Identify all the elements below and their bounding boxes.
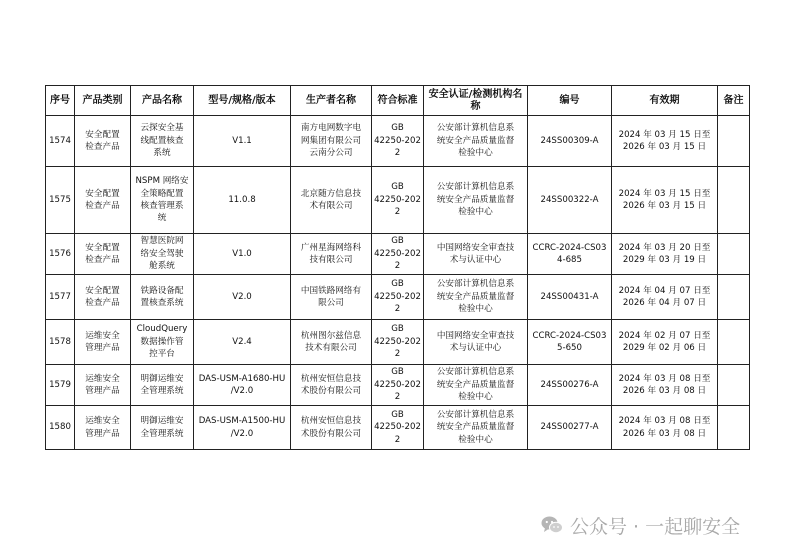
cell-producer: 广州星海网络科 技有限公司 <box>291 234 372 275</box>
cell-category: 运维安全 管理产品 <box>75 320 131 365</box>
cell-number: 24SS00431-A <box>528 275 612 320</box>
cell-name: 云探安全基 线配置核查 系统 <box>131 116 194 167</box>
cell-name: 明御运维安 全管理系统 <box>131 365 194 406</box>
cell-category: 安全配置 检查产品 <box>75 234 131 275</box>
table-row <box>46 320 750 365</box>
cell-agency: 公安部计算机信息系 统安全产品质量监督 检验中心 <box>424 406 528 450</box>
cell-number: 24SS00309-A <box>528 116 612 167</box>
cell-standard: GB 42250-202 2 <box>372 365 424 406</box>
cell-note <box>718 275 750 320</box>
cell-standard: GB 42250-202 2 <box>372 275 424 320</box>
cell-validity: 2024 年 03 月 15 日至 2026 年 03 月 15 日 <box>612 167 718 234</box>
cell-category: 运维安全 管理产品 <box>75 406 131 450</box>
cell-seq: 1575 <box>46 167 75 234</box>
cell-agency: 公安部计算机信息系 统安全产品质量监督 检验中心 <box>424 116 528 167</box>
cell-agency: 公安部计算机信息系 统安全产品质量监督 检验中心 <box>424 167 528 234</box>
wechat-icon <box>540 513 564 537</box>
cell-model: DAS-USM-A1680-HU /V2.0 <box>194 365 291 406</box>
cell-producer: 南方电网数字电 网集团有限公司 云南分公司 <box>291 116 372 167</box>
table-row <box>46 275 750 320</box>
cell-model: DAS-USM-A1500-HU /V2.0 <box>194 406 291 450</box>
cell-standard: GB 42250-202 2 <box>372 234 424 275</box>
cell-note <box>718 406 750 450</box>
cell-seq: 1579 <box>46 365 75 406</box>
header-model: 型号/规格/版本 <box>194 86 291 116</box>
table-row <box>46 167 750 234</box>
cell-model: V1.0 <box>194 234 291 275</box>
cell-name: NSPM 网络安 全策略配置 核查管理系 统 <box>131 167 194 234</box>
cell-validity: 2024 年 03 月 15 日至 2026 年 03 月 15 日 <box>612 116 718 167</box>
cell-standard: GB 42250-202 2 <box>372 406 424 450</box>
cell-number: 24SS00277-A <box>528 406 612 450</box>
cell-producer: 杭州图尔兹信息 技术有限公司 <box>291 320 372 365</box>
product-table <box>45 85 750 450</box>
cell-name: 铁路设备配 置核查系统 <box>131 275 194 320</box>
cell-number: 24SS00276-A <box>528 365 612 406</box>
cell-model: 11.0.8 <box>194 167 291 234</box>
cell-name: 智慧医院网 络安全驾驶 舱系统 <box>131 234 194 275</box>
watermark <box>540 511 740 539</box>
cell-validity: 2024 年 04 月 07 日至 2026 年 04 月 07 日 <box>612 275 718 320</box>
cell-producer: 杭州安恒信息技 术股份有限公司 <box>291 365 372 406</box>
cell-seq: 1577 <box>46 275 75 320</box>
cell-number: 24SS00322-A <box>528 167 612 234</box>
cell-note <box>718 234 750 275</box>
cell-producer: 杭州安恒信息技 术股份有限公司 <box>291 406 372 450</box>
table-row <box>46 406 750 450</box>
cell-agency: 中国网络安全审查技 术与认证中心 <box>424 320 528 365</box>
cell-model: V1.1 <box>194 116 291 167</box>
cell-name: 明御运维安 全管理系统 <box>131 406 194 450</box>
cell-producer: 北京随方信息技 术有限公司 <box>291 167 372 234</box>
header-number: 编号 <box>528 86 612 116</box>
cell-model: V2.4 <box>194 320 291 365</box>
header-seq: 序号 <box>46 86 75 116</box>
cell-agency: 公安部计算机信息系 统安全产品质量监督 检验中心 <box>424 365 528 406</box>
watermark-text: 公众号 · 一起聊安全 <box>570 515 741 538</box>
cell-seq: 1574 <box>46 116 75 167</box>
table-row <box>46 116 750 167</box>
cell-validity: 2024 年 03 月 08 日至 2026 年 03 月 08 日 <box>612 365 718 406</box>
cell-note <box>718 320 750 365</box>
cell-model: V2.0 <box>194 275 291 320</box>
cell-category: 运维安全 管理产品 <box>75 365 131 406</box>
cell-seq: 1578 <box>46 320 75 365</box>
cell-validity: 2024 年 03 月 08 日至 2026 年 03 月 08 日 <box>612 406 718 450</box>
cell-category: 安全配置 检查产品 <box>75 275 131 320</box>
header-row <box>46 86 750 116</box>
cell-standard: GB 42250-202 2 <box>372 167 424 234</box>
header-producer: 生产者名称 <box>291 86 372 116</box>
cell-note <box>718 167 750 234</box>
header-category: 产品类别 <box>75 86 131 116</box>
table-row <box>46 234 750 275</box>
cell-number: CCRC-2024-CS03 5-650 <box>528 320 612 365</box>
cell-seq: 1580 <box>46 406 75 450</box>
cell-number: CCRC-2024-CS03 4-685 <box>528 234 612 275</box>
header-agency: 安全认证/检测机构名 称 <box>424 86 528 116</box>
cell-category: 安全配置 检查产品 <box>75 116 131 167</box>
cell-note <box>718 116 750 167</box>
cell-category: 安全配置 检查产品 <box>75 167 131 234</box>
cell-agency: 公安部计算机信息系 统安全产品质量监督 检验中心 <box>424 275 528 320</box>
cell-seq: 1576 <box>46 234 75 275</box>
header-name: 产品名称 <box>131 86 194 116</box>
header-note: 备注 <box>718 86 750 116</box>
cell-standard: GB 42250-202 2 <box>372 320 424 365</box>
cell-agency: 中国网络安全审查技 术与认证中心 <box>424 234 528 275</box>
cell-name: CloudQuery 数据操作管 控平台 <box>131 320 194 365</box>
header-standard: 符合标准 <box>372 86 424 116</box>
cell-validity: 2024 年 02 月 07 日至 2029 年 02 月 06 日 <box>612 320 718 365</box>
cell-validity: 2024 年 03 月 20 日至 2029 年 03 月 19 日 <box>612 234 718 275</box>
table-row <box>46 365 750 406</box>
header-validity: 有效期 <box>612 86 718 116</box>
cell-standard: GB 42250-202 2 <box>372 116 424 167</box>
cell-note <box>718 365 750 406</box>
cell-producer: 中国铁路网络有 限公司 <box>291 275 372 320</box>
